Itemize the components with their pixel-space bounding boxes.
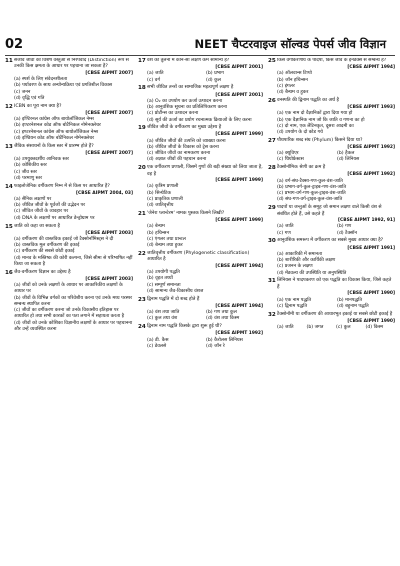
answer-option: (d) उपयोग के दो कोड गये: [277, 130, 323, 136]
question-item: [5, 58, 133, 102]
answer-option: (d) बैन्थम व हुकर: [277, 90, 309, 96]
answer-option: (d) अज्ञात जीवों की पहचान करना: [147, 157, 207, 163]
answer-option: (b) वास्तविक मूल वर्गीकरण की इकाई: [14, 243, 80, 249]
exam-source: [CBSE AIPMT 2007]: [85, 70, 133, 76]
question-item: [138, 324, 263, 350]
question-item: [268, 165, 395, 203]
options-list: [268, 224, 395, 237]
options-list: [268, 71, 395, 96]
answer-option: (a) O₂ का उपयोग कर ऊर्जा उत्पादन करना: [147, 98, 223, 104]
options-list: [138, 99, 263, 124]
answer-option: (a) एक नाम पद्धति: [277, 297, 312, 303]
question-stem: [5, 184, 133, 191]
question-number: 18: [138, 85, 146, 92]
answer-option: (b) सिन्थेटिक: [147, 190, 171, 196]
question-number: 24: [138, 324, 146, 331]
question-item: [138, 58, 263, 84]
exam-source: [CBSE AIPMT 1992]: [215, 331, 263, 337]
question-number: 25: [268, 58, 276, 64]
answer-option: (a) एक नाम दो वैज्ञानिकों द्वारा दिया गया हो: [277, 111, 353, 117]
question-text: आनुवंशिक समरूप में वर्गीकरण का सबसे मुख्य आधार क्या है?: [277, 238, 384, 244]
question-number: 13: [5, 143, 13, 150]
answer-option: (d) लिनियस: [337, 157, 360, 163]
answer-option: (c) दो नाम, एक लैटिनकृत, दूसरा आदमी का: [277, 123, 354, 129]
question-stem: [268, 205, 395, 218]
question-item: [5, 270, 133, 333]
options-list: [268, 111, 395, 136]
answer-option: (c) वर्ग: [147, 77, 160, 83]
answer-option: (d) जातिवृत्तीय: [147, 203, 174, 209]
question-text: 'जेनेरा प्लान्टेरम' नामक पुस्तक किसने लिखी?: [147, 211, 225, 217]
question-number: 20: [138, 165, 146, 172]
answer-option: (c) प्राकृतिक प्रणाली: [147, 196, 183, 202]
exam-source: [CBSE AIPMT 2001]: [215, 92, 263, 98]
page-header: [0, 0, 400, 52]
answer-option: (c) जनन: [14, 89, 31, 95]
answer-option: (b) वृहत तथ्यों: [147, 276, 173, 282]
answer-option: (a) इण्टिरनल कांग्रेस ऑफ बायोलॉजिकल नेम्स: [14, 117, 94, 123]
question-text: सभी जीवित तन्त्रों का सामाजिक महत्वपूर्ण लक्षण है: [147, 85, 234, 91]
question-stem: [138, 297, 263, 304]
answer-option: (c) गण: [277, 230, 291, 236]
question-stem: [138, 251, 263, 264]
question-stem: [5, 144, 133, 151]
answer-option: (a) जीवों को उनके लक्षणों के आधार पर आकारिकीय लक्षणों के आधार पर: [14, 283, 123, 295]
question-item: [138, 85, 263, 123]
question-number: 31: [268, 278, 276, 285]
question-text: किस वर्गीकरणीय के पादपों, किस जीव के इनडेक्स से सम्बन्ध है?: [277, 58, 387, 63]
header-divider: [5, 55, 395, 56]
exam-source: [CBSE AIPMT 1992]: [347, 172, 395, 178]
answer-option: (c) थियोफ्रेस्टस: [277, 157, 304, 163]
question-item: [138, 211, 263, 249]
options-list: [5, 157, 133, 182]
options-list: [138, 338, 263, 351]
answer-option: (a) वर्ग-संघ-टैक्सा-गण-कुल-वंश-जाति: [277, 178, 343, 184]
question-number: 16: [5, 269, 13, 276]
question-stem: [5, 270, 133, 277]
answer-option: (b) गण तथा कुल: [206, 310, 237, 316]
question-number: 32: [268, 311, 276, 318]
answer-option: (a) बेन्थम: [147, 224, 165, 230]
answer-option: (c) एंगलर तथा प्रान्टल: [147, 236, 186, 242]
answer-option: (c) सम्पूर्ण समानता: [147, 282, 181, 288]
answer-option: (b) एक वैज्ञानिक नाम जो कि जाति व गणना का हो: [277, 117, 365, 123]
question-number: 14: [5, 183, 13, 190]
answer-option: (a) क्यूविएर: [277, 151, 299, 157]
question-item: [138, 251, 263, 295]
exam-source: [CBSE AIPMT 1991]: [347, 245, 395, 251]
options-list: [268, 252, 395, 277]
answer-option: (d) सूर्य की ऊर्जा का प्रयोग रचनात्मक क्रियाओं के लिए करना: [147, 117, 252, 123]
answer-option: (d) वृद्धि एवं गति: [14, 95, 45, 101]
question-item: [5, 184, 133, 222]
answer-option: (d) जॉन रे: [206, 343, 225, 349]
answer-option: (b) जीवों के विभिन्न वर्गकों का परिवेशीय करना एवं उनके मध्य परस्पर सम्बन्ध स्थापित करना: [14, 295, 133, 307]
answer-option: (a) उपयोगी पद्धति: [147, 270, 180, 276]
exam-source: [CBSE AIPMT 2004, 03]: [76, 190, 133, 196]
answer-option: (c) द्विनाम पद्धति: [277, 303, 308, 309]
question-text: जैविक संसाधनों के किस स्तर में प्रारम्भ होते हैं?: [14, 143, 94, 149]
question-text: पौधपारिक शब्द संघ (Phylum) किसने दिया था?: [277, 137, 363, 143]
question-stem: [138, 165, 263, 178]
answer-option: (b) कैरोलस लिनियस: [206, 337, 243, 343]
options-list: [138, 71, 263, 84]
question-stem: [138, 58, 263, 65]
answer-option: (d) जीवों को उनके कोशिका विज्ञानीय लक्षणों के आधार पर पहचानना और उन्हें व्यवस्थित करना: [14, 320, 133, 332]
exam-source: [CBSE AIPMT 2001]: [215, 65, 263, 71]
question-number: 19: [138, 125, 146, 132]
answer-option: (d) संघ-गण-वर्ग-ट्राइब-कुल-वंश-जाति: [277, 197, 343, 203]
exam-source: [CBSE AIPMT 1994]: [347, 65, 395, 71]
exam-source: [CBSE AIPMT 1999]: [215, 132, 263, 138]
question-number: 17: [138, 58, 146, 64]
question-item: [268, 278, 395, 310]
answer-option: (c) प्रोटीन्स का उत्पादन करना: [147, 111, 199, 117]
question-stem: [138, 324, 263, 331]
question-number: 30: [268, 238, 276, 245]
question-number: 12: [5, 103, 13, 110]
answer-option: (a) कृत्रिम प्रणाली: [147, 184, 179, 190]
question-text: वंश की तुलना में कौन-सा लक्षण कम सामान्य है?: [147, 58, 230, 63]
options-list: [5, 283, 133, 333]
answer-option: (b) मानपद्धति: [337, 297, 363, 303]
answer-option: (b) गण: [337, 224, 352, 230]
options-list: [5, 77, 133, 102]
answer-option: (b) प्रभाग-वर्ग-कुल-ट्राइब-गण-वंश-जाति: [277, 184, 347, 190]
question-stem: [268, 238, 395, 245]
answer-option: (d) टैक्सॉन: [337, 230, 357, 236]
answer-option: (d) कुल: [206, 77, 221, 83]
question-text: द्विनाम नाम पद्धति किसके द्वारा शुरू हुई थी?: [147, 324, 222, 330]
question-item: [138, 165, 263, 209]
answer-option: (d) सामान्य जैव-विकासीय वंशज: [147, 288, 204, 294]
question-columns: [5, 58, 395, 562]
question-item: [268, 205, 395, 237]
options-list: [5, 117, 133, 142]
options-list: [268, 179, 395, 204]
question-text: सजीव जीवों की विशेष वस्तुओं से निरपवाद (Distinction) रूप से उनकी किस क्षमता के आधार पर पहचाना जा सकता है?: [14, 58, 129, 70]
column-2: [138, 58, 263, 562]
answer-option: (c) प्रभाग-वर्ग-गण-कुल-ट्राइब-वंश-जाति: [277, 191, 346, 197]
answer-option: (a) ऑलवान्स टिप्पो: [277, 71, 312, 77]
exam-source: [CBSE AIPMT 1994]: [215, 263, 263, 269]
answer-option: (b) हचिन्सन: [147, 230, 170, 236]
question-text: वनस्पति की द्विनाम पद्धति का अर्थ है: [277, 97, 340, 103]
answer-option: (a) वर्गीकरण की वास्तविक इकाई जो टैक्सोनॉमिस्ट्स ने दी: [14, 236, 114, 242]
question-number: 21: [138, 211, 146, 218]
question-item: [5, 144, 133, 182]
question-text: द्विनाम पद्धति में दो शब्द होते हैं: [147, 296, 200, 302]
question-number: 29: [268, 205, 276, 212]
options-list: [138, 184, 263, 209]
answer-option: (c) जीवों का वर्गीकरण करना जो उनके विकासीय इतिहास पर आधारित हो तथा सभी कारकों का पता लगाने में सहायता करता है: [14, 308, 125, 320]
answer-option: (a) उपयुक्तदर्शीय आनिवक स्तर: [14, 157, 69, 163]
question-item: [268, 58, 395, 96]
answer-option: (c) जीवित जीवों का नामकरण करना: [147, 151, 211, 157]
question-text: लिनियस ने पादपकरण को एक पद्धति का विकास किया, जिसे कहते हैं: [277, 278, 392, 290]
question-stem: [268, 58, 395, 65]
answer-option: (c) जीवित जीवों के व्यवहार पर: [14, 209, 69, 215]
question-text: जातिवृत्तीय वर्गीकरण (Phylogenetic classification) आधारित है: [147, 250, 250, 263]
options-list: [268, 151, 395, 164]
answer-option: (c) इण्टरनेशनल कांग्रेस ऑफ बायोलॉजिकल नेम्स: [14, 129, 99, 135]
options-list: [268, 298, 395, 311]
question-text: जीवित जीवों के वर्गीकरण का मुख्य उद्देश्य है: [147, 125, 222, 131]
question-text: एक वर्गीकरण प्रणाली, जिसमें गुणों की बड़ी संख्या को लिया जाता है, वह है: [147, 165, 263, 177]
exam-source: [CBSE AIPMT 2003]: [85, 230, 133, 236]
question-text: ICBN का पूरा नाम क्या है?: [14, 103, 62, 109]
exam-source: [CBSE AIPMT 1999]: [215, 218, 263, 224]
answer-option: (c) वर्गीकरण की सबसे छोटी इकाई: [14, 249, 75, 255]
question-stem: [268, 138, 395, 145]
question-item: [268, 312, 395, 332]
book-title: NEET चैप्टरवाइज सॉल्वड पेपर्स जीव विज्ञान: [194, 37, 386, 51]
question-text: पादपों या जन्तुओं के समूह जो समान लक्षण वाले किसी वंश से संबंधित होते हैं, उसे कहते हैं: [277, 205, 382, 217]
question-number: 28: [268, 165, 276, 172]
column-1: [5, 58, 133, 562]
question-text: जाति को कहा जा सकता है: [14, 223, 60, 229]
answer-option: (d) बहुनाम पद्धति: [337, 303, 369, 309]
question-item: [5, 104, 133, 142]
exam-source: [CBSE AIPMT 2003]: [85, 276, 133, 282]
options-list: [138, 310, 263, 323]
page-number: 02: [5, 37, 24, 52]
answer-option: (c) जीव स्तर: [14, 169, 37, 175]
answer-option: (b) प्रभाग: [206, 71, 224, 77]
answer-option: (d) परमाणु स्तर: [14, 175, 43, 181]
answer-option: (d) DNA के लक्षणों पर आधारित डेन्ड्रोग्राम पर: [14, 215, 95, 221]
options-list: [5, 237, 133, 268]
answer-option: (b) शारीरिकी और कार्यिकी लक्षण: [277, 258, 336, 264]
answer-option: (a) जाति: [277, 224, 294, 230]
answer-option: (a) डी. कैस: [147, 337, 169, 343]
options-list: [138, 224, 263, 249]
answer-option: (d) किस्म: [365, 325, 384, 330]
question-number: 26: [268, 97, 276, 104]
column-3: [268, 58, 395, 562]
answer-option: (a) जाति: [277, 325, 294, 330]
answer-option: (b) जीवित जीवों के पूर्वजों की उद्भेदन पर: [14, 203, 86, 209]
answer-option: (c) इंगलर: [277, 83, 295, 89]
answer-option: (d) इण्डियन कोड ऑफ बोटैनिकल नोमेनक्लेचर: [14, 135, 95, 141]
answer-option: (c) डेवलसे: [147, 343, 167, 349]
answer-option: (d) मानव के मस्तिष्क की कोरी कल्पना, जिसे सीमा से परिभाषित नहीं किया जा सकता है: [14, 255, 133, 267]
question-text: जैव-वर्गीकरण विज्ञान का उद्देश्य है: [14, 269, 71, 275]
question-stem: [5, 224, 133, 231]
exam-source: [CBSE AIPMT 1993]: [347, 105, 395, 111]
answer-option: (a) जीवित जीवों की उत्पत्ति को व्याख्या करना: [147, 138, 226, 144]
question-item: [5, 224, 133, 269]
options-list: [268, 325, 395, 331]
question-stem: [268, 312, 395, 319]
question-number: 22: [138, 250, 146, 257]
question-item: [268, 138, 395, 164]
question-number: 23: [138, 296, 146, 303]
exam-source: [CBSE AIPMT 1994]: [215, 303, 263, 309]
question-stem: [5, 58, 133, 71]
question-number: 15: [5, 223, 13, 230]
answer-option: (a) वंश तथा जाति: [147, 310, 180, 316]
answer-option: (b) आनुवंशिक सूचना का प्रतिलिपिकरण करना: [147, 105, 227, 111]
answer-option: (d) वंश तथा किस्म: [206, 316, 240, 322]
question-item: [268, 238, 395, 276]
question-stem: [5, 104, 133, 111]
answer-option: (c) कुल तथा वंश: [147, 316, 178, 322]
question-stem: [268, 278, 395, 291]
answer-option: (c) कुल: [336, 325, 351, 330]
question-text: टैक्सोनॉमी या वर्गीकरण की आधारभूत इकाई या सबसे छोटी इकाई है: [277, 311, 393, 317]
answer-option: (d) मेंडवल्य की उपस्थिति या अनुपस्थिति: [277, 270, 347, 276]
question-item: [138, 297, 263, 323]
exam-source: [CBSE AIPMT 1992, 91]: [338, 218, 395, 224]
question-text: टैक्सोनॉमिक श्रेणी का क्रम है: [277, 165, 326, 171]
question-stem: [268, 165, 395, 172]
question-item: [268, 98, 395, 136]
question-item: [138, 125, 263, 163]
question-number: 11: [5, 58, 13, 64]
options-list: [5, 197, 133, 222]
answer-option: (d) बेन्थम तथा हुकर: [147, 243, 183, 249]
exam-source: [CBSE AIPMT 1992]: [347, 144, 395, 150]
answer-option: (b) जॉन हचिन्सन: [277, 77, 308, 83]
answer-option: (b) इण्टरनेशनल कोड ऑफ बोटैनिकल नोमेनक्लेचर: [14, 123, 101, 129]
options-list: [138, 270, 263, 295]
question-number: 27: [268, 137, 276, 144]
exam-source: [CBSE AIPMT 1990]: [347, 318, 395, 324]
answer-option: (a) सैनिक लक्षणों पर: [14, 196, 52, 202]
answer-option: (b) जीवित जीवों के विकास को ट्रेस करना: [147, 144, 219, 150]
exam-source: [CBSE AIPMT 2007]: [85, 150, 133, 156]
question-stem: [268, 98, 395, 105]
question-stem: [138, 211, 263, 218]
question-text: फाइलोजेनिक वर्गीकरण निम्न में से किस पर आधारित है?: [14, 183, 110, 189]
answer-option: (b) पर्यावरण के साथ अन्योन्यक्रिया एवं प्रगतिशील विकास: [14, 83, 113, 89]
answer-option: (a) स्पर्श के लिए संवेदनशीलता: [14, 77, 68, 83]
exam-source: [CBSE AIPMT 1999]: [215, 178, 263, 184]
question-stem: [138, 85, 263, 92]
answer-option: (a) आकारिकी में समानता: [277, 251, 323, 257]
answer-option: (a) जाति: [147, 71, 164, 77]
options-list: [138, 139, 263, 164]
answer-option: (b) कोशिकीय स्तर: [14, 163, 47, 169]
exam-source: [CBSE AIPMT 2007]: [85, 110, 133, 116]
answer-option: (c) प्रजनन के लक्षण: [277, 264, 313, 270]
answer-option: (b) हैकल: [337, 151, 355, 157]
answer-option: (b) जगत: [306, 325, 324, 330]
exam-source: [CBSE AIPMT 1990]: [347, 291, 395, 297]
